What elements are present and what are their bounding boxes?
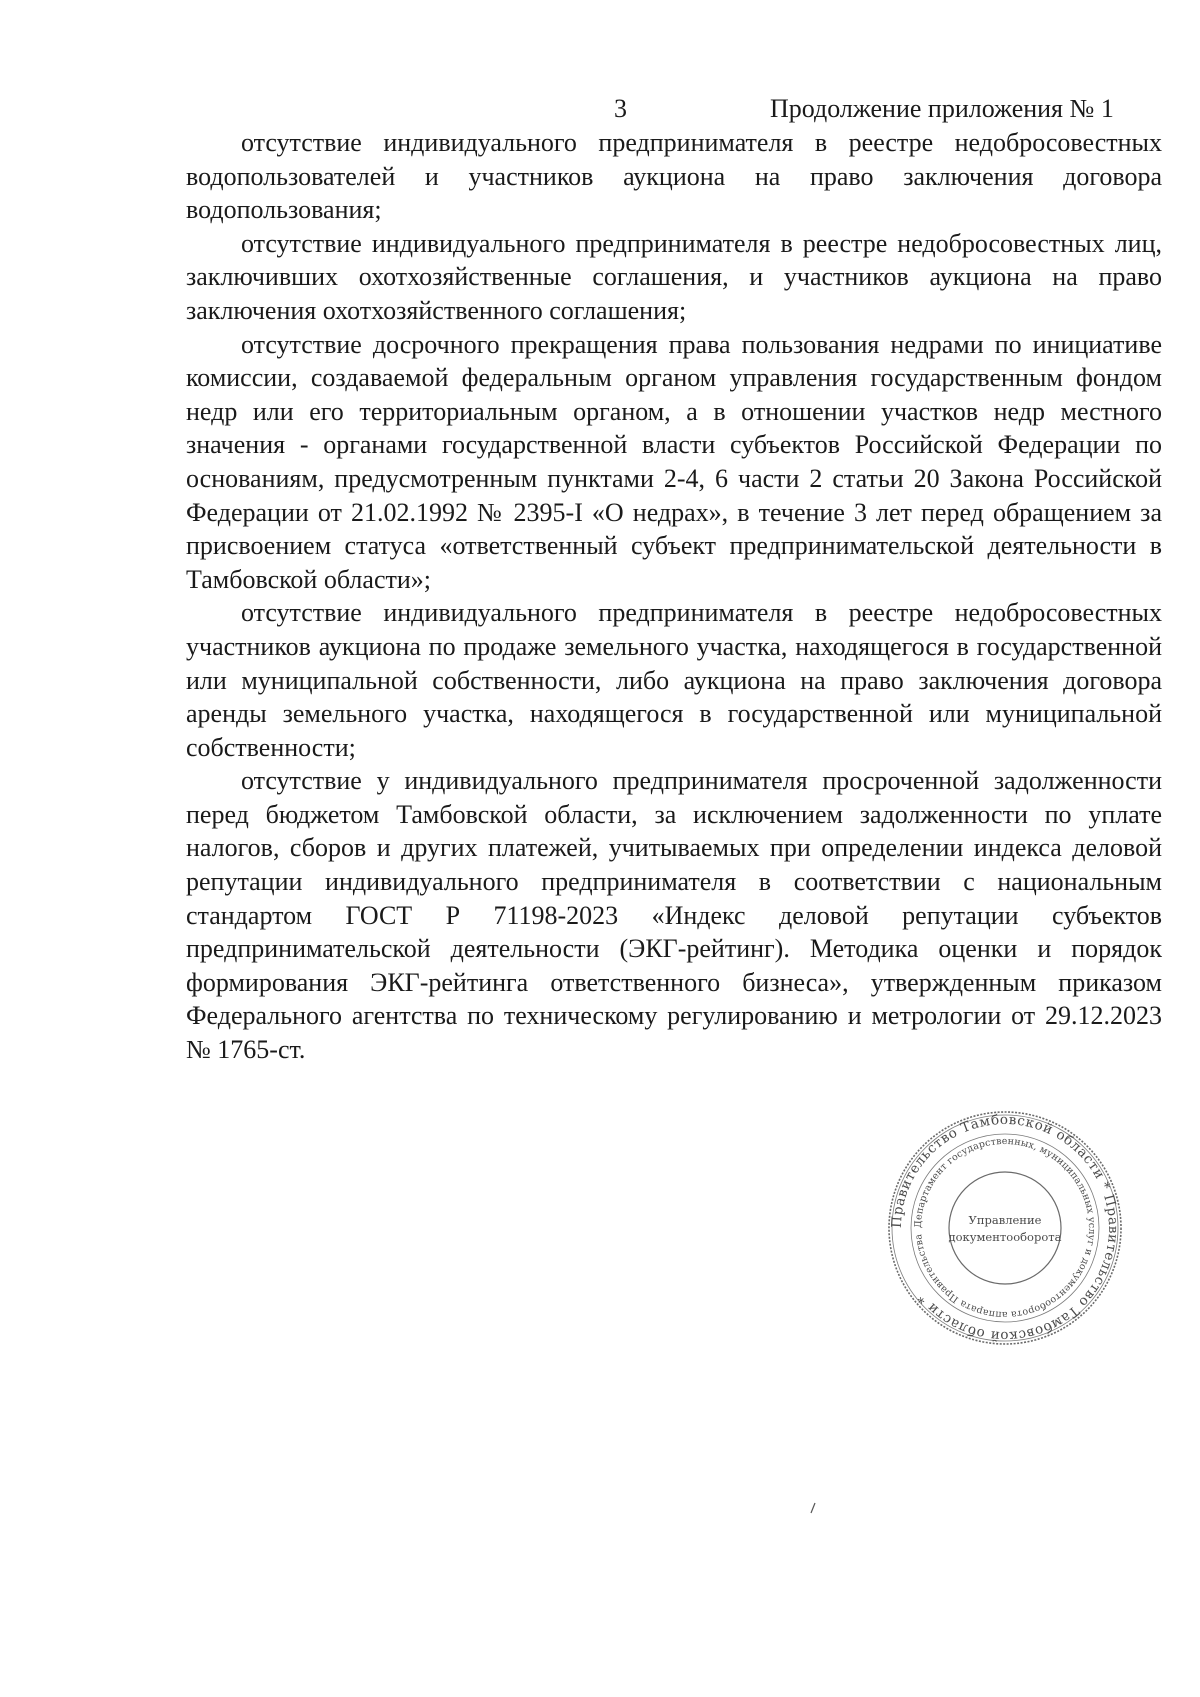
stamp-outer-ring-text: Правительство Тамбовской области * Правительство Тамбовской области * [888, 1111, 1122, 1345]
official-stamp [885, 1108, 1125, 1348]
requirement-paragraph-water-use: отсутствие индивидуального предпринимателя в реестре недобросовестных водопользователей и участников аукциона на право заключения договора водопользования; [186, 128, 1162, 225]
stamp-center-line-1: Управление [968, 1213, 1042, 1227]
stamp-center-line-2: документооборота [948, 1230, 1062, 1244]
page-header [0, 92, 1200, 126]
requirement-paragraph-hunting: отсутствие индивидуального предпринимателя в реестре недобросовестных лиц, заключивших охотхозяйственные соглашения, и участников аукциона на право заключения охотхозяйственного соглашения; [186, 228, 1162, 325]
requirement-paragraph-subsoil: отсутствие досрочного прекращения права пользования недрами по инициативе комиссии, создаваемой федеральным органом управления государственным фондом недр или его территориальным органом, а в отношении участков недр местного значения - органами государственной власти субъектов Российской Федерации по основаниям, предусмотренным пунктами 2-4, 6 части 2 статьи 20 Закона Российской Федерации от 21.02.1992 № 2395-I «О недрах», в течение 3 лет перед обращением за присвоением статуса «ответственный субъект предпринимательской деятельности в Тамбовской области»; [186, 329, 1162, 594]
requirement-paragraph-land-auction: отсутствие индивидуального предпринимателя в реестре недобросовестных участников аукциона по продаже земельного участка, находящегося в государственной или муниципальной собственности, либо аукциона на право заключения договора аренды земельного участка, находящегося в государственной или муниципальной собственности; [186, 598, 1162, 762]
page-number: 3 [614, 94, 627, 123]
scan-speck [808, 1502, 818, 1514]
appendix-continuation-label: Продолжение приложения № 1 [770, 94, 1114, 123]
stamp-inner-ring-text: Департамент государственных, муниципальных услуг и документооборота аппарата Правительства [912, 1135, 1098, 1321]
document-body [186, 126, 1162, 1067]
requirement-paragraph-budget-debt: отсутствие у индивидуального предпринимателя просроченной задолженности перед бюджетом Тамбовской области, за исключением задолженности по уплате налогов, сборов и других платежей, учитываемых при определении индекса деловой репутации индивидуального предпринимателя в соответствии с национальным стандартом ГОСТ Р 71198-2023 «Индекс деловой репутации субъектов предпринимательской деятельности (ЭКГ-рейтинг). Методика оценки и порядок формирования ЭКГ-рейтинга ответственного бизнеса», утвержденным приказом Федерального агентства по техническому регулированию и метрологии от 29.12.2023 № 1765-ст. [186, 766, 1162, 1065]
stamp-seal-graphic [885, 1108, 1125, 1348]
